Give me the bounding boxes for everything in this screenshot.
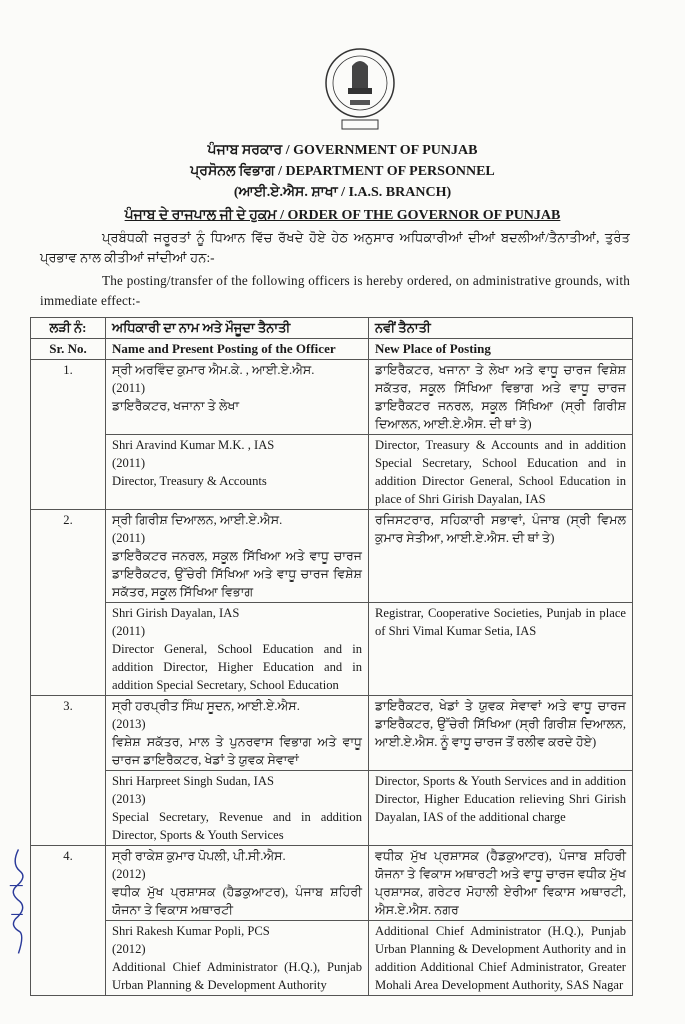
officer-name-en: Shri Girish Dayalan, IAS xyxy=(112,606,240,620)
table-row xyxy=(31,510,633,603)
present-posting-en: Director, Treasury & Accounts xyxy=(112,474,267,488)
new-posting-en: Registrar, Cooperative Societies, Punjab in place of Shri Vimal Kumar Setia, IAS xyxy=(369,603,633,696)
government-heading: ਪੰਜਾਬ ਸਰਕਾਰ / GOVERNMENT OF PUNJAB xyxy=(207,143,478,158)
new-posting-pa: ਡਾਇਰੈਕਟਰ, ਖੇਡਾਂ ਤੇ ਯੁਵਕ ਸੇਵਾਵਾਂ ਅਤੇ ਵਾਧੂ ਚਾਰਜ ਡਾਇਰੈਕਟਰ, ਉੱਚੇਰੀ ਸਿੱਖਿਆ (ਸ੍ਰੀ ਗਿਰੀਸ਼ ਦਿਆਲਨ, ਆਈ.ਏ.ਐਸ. ਨੂੰ ਵਾਧੂ ਚਾਰਜ ਤੋਂ ਰਲੀਵ ਕਰਦੇ ਹੋਏ) xyxy=(369,696,633,771)
officer-batch-en: (2011) xyxy=(112,624,146,638)
officer-batch-pa: (2011) xyxy=(112,531,146,545)
intro-punjabi: ਪ੍ਰਬੰਧਕੀ ਜਰੂਰਤਾਂ ਨੂੰ ਧਿਆਨ ਵਿੱਚ ਰੱਖਦੇ ਹੋਏ ਹੇਠ ਅਨੁਸਾਰ ਅਧਿਕਾਰੀਆਂ ਦੀਆਂ ਬਦਲੀਆਂ/ਤੈਨਾਤੀਆਂ, ਤੁਰੰਤ ਪ੍ਰਭਾਵ ਨਾਲ ਕੀਤੀਆਂ ਜਾਂਦੀਆਂ ਹਨ:- xyxy=(40,230,630,265)
officer-batch-pa: (2011) xyxy=(112,381,146,395)
table-row xyxy=(31,360,633,435)
new-posting-pa: ਰਜਿਸਟਰਾਰ, ਸਹਿਕਾਰੀ ਸਭਾਵਾਂ, ਪੰਜਾਬ (ਸ੍ਰੀ ਵਿਮਲ ਕੁਮਾਰ ਸੇਤੀਆ, ਆਈ.ਏ.ਐਸ. ਦੀ ਥਾਂ ਤੇ) xyxy=(369,510,633,603)
new-posting-en: Director, Treasury & Accounts and in addition Special Secretary, School Education and in addition Director General, School Education in place of Shri Girish Dayalan, IAS xyxy=(369,435,633,510)
table-row-english xyxy=(31,921,633,996)
sr-no: 4. xyxy=(31,846,106,996)
handwritten-signature xyxy=(4,820,30,980)
officer-name-en: Shri Harpreet Singh Sudan, IAS xyxy=(112,774,274,788)
officer-batch-en: (2012) xyxy=(112,942,146,956)
officer-batch-en: (2011) xyxy=(112,456,146,470)
present-posting-en: Special Secretary, Revenue and in addition Director, Sports & Youth Services xyxy=(112,810,362,842)
postings-table xyxy=(30,317,633,996)
branch-heading: (ਆਈ.ਏ.ਐਸ. ਸ਼ਾਖਾ / I.A.S. BRANCH) xyxy=(233,185,452,200)
new-posting-en: Additional Chief Administrator (H.Q.), Punjab Urban Planning & Development Authority and in addition Additional Chief Administrator, Greater Mohali Area Development Authority, SAS Nagar xyxy=(369,921,633,996)
officer-cell-english xyxy=(106,921,369,996)
header-row-punjabi xyxy=(31,318,633,339)
sr-no: 1. xyxy=(31,360,106,510)
sr-no: 3. xyxy=(31,696,106,846)
table-row xyxy=(31,696,633,771)
present-posting-pa: ਵਧੀਕ ਮੁੱਖ ਪ੍ਰਸ਼ਾਸਕ (ਹੈਡਕੁਆਟਰ), ਪੰਜਾਬ ਸ਼ਹਿਰੀ ਯੋਜਨਾ ਤੇ ਵਿਕਾਸ ਅਥਾਰਟੀ xyxy=(112,885,362,917)
table-row-english xyxy=(31,603,633,696)
officer-cell-english xyxy=(106,771,369,846)
header-sr-en: Sr. No. xyxy=(31,339,106,360)
header-new-posting-pa: ਨਵੀਂ ਤੈਨਾਤੀ xyxy=(369,318,633,339)
new-posting-pa: ਡਾਇਰੈਕਟਰ, ਖਜਾਨਾ ਤੇ ਲੇਖਾ ਅਤੇ ਵਾਧੂ ਚਾਰਜ ਵਿਸ਼ੇਸ਼ ਸਕੱਤਰ, ਸਕੂਲ ਸਿੱਖਿਆ ਵਿਭਾਗ ਅਤੇ ਵਾਧੂ ਚਾਰਜ ਡਾਇਰੈਕਟਰ ਜਨਰਲ, ਸਕੂਲ ਸਿੱਖਿਆ (ਸ੍ਰੀ ਗਿਰੀਸ਼ ਦਿਆਲਨ, ਆਈ.ਏ.ਐਸ. ਦੀ ਥਾਂ ਤੇ) xyxy=(369,360,633,435)
new-posting-en: Director, Sports & Youth Services and in addition Director, Higher Education relieving Shri Girish Dayalan, IAS of the additional charge xyxy=(369,771,633,846)
sr-no: 2. xyxy=(31,510,106,696)
table-row-english xyxy=(31,771,633,846)
present-posting-en: Additional Chief Administrator (H.Q.), Punjab Urban Planning & Development Authority xyxy=(112,960,362,992)
new-posting-pa: ਵਧੀਕ ਮੁੱਖ ਪ੍ਰਸ਼ਾਸਕ (ਹੈਡਕੁਆਟਰ), ਪੰਜਾਬ ਸ਼ਹਿਰੀ ਯੋਜਨਾ ਤੇ ਵਿਕਾਸ ਅਥਾਰਟੀ ਅਤੇ ਵਾਧੂ ਚਾਰਜ ਵਧੀਕ ਮੁੱਖ ਪ੍ਰਸ਼ਾਸਕ, ਗਰੇਟਰ ਮੋਹਾਲੀ ਏਰੀਆ ਵਿਕਾਸ ਅਥਾਰਟੀ, ਐਸ.ਏ.ਐਸ. ਨਗਰ xyxy=(369,846,633,921)
officer-name-en: Shri Aravind Kumar M.K. , IAS xyxy=(112,438,275,452)
present-posting-pa: ਡਾਇਰੈਕਟਰ, ਖਜਾਨਾ ਤੇ ਲੇਖਾ xyxy=(112,399,240,413)
officer-name-pa: ਸ੍ਰੀ ਅਰਵਿੰਦ ਕੁਮਾਰ ਐਮ.ਕੇ. , ਆਈ.ਏ.ਐਸ. xyxy=(112,363,315,377)
present-posting-pa: ਵਿਸ਼ੇਸ਼ ਸਕੱਤਰ, ਮਾਲ ਤੇ ਪੁਨਰਵਾਸ ਵਿਭਾਗ ਅਤੇ ਵਾਧੂ ਚਾਰਜ ਡਾਇਰੈਕਟਰ, ਖੇਡਾਂ ਤੇ ਯੁਵਕ ਸੇਵਾਵਾਂ xyxy=(112,735,362,767)
officer-name-en: Shri Rakesh Kumar Popli, PCS xyxy=(112,924,270,938)
officer-cell-punjabi xyxy=(106,360,369,435)
intro-english: The posting/transfer of the following officers is hereby ordered, on administrative grounds, with immediate effect:- xyxy=(40,273,630,308)
officer-cell-punjabi xyxy=(106,846,369,921)
header-officer-pa: ਅਧਿਕਾਰੀ ਦਾ ਨਾਮ ਅਤੇ ਮੌਜੂਦਾ ਤੈਨਾਤੀ xyxy=(106,318,369,339)
table-row xyxy=(31,846,633,921)
header-officer-en: Name and Present Posting of the Officer xyxy=(106,339,369,360)
header-sr-pa: ਲੜੀ ਨੰ: xyxy=(31,318,106,339)
table-row-english xyxy=(31,435,633,510)
present-posting-pa: ਡਾਇਰੈਕਟਰ ਜਨਰਲ, ਸਕੂਲ ਸਿੱਖਿਆ ਅਤੇ ਵਾਧੂ ਚਾਰਜ ਡਾਇਰੈਕਟਰ, ਉੱਚੇਰੀ ਸਿੱਖਿਆ ਅਤੇ ਵਾਧੂ ਚਾਰਜ ਵਿਸ਼ੇਸ਼ ਸਕੱਤਰ, ਸਕੂਲ ਸਿੱਖਿਆ ਵਿਭਾਗ xyxy=(112,549,362,599)
officer-batch-pa: (2013) xyxy=(112,717,146,731)
officer-name-pa: ਸ੍ਰੀ ਹਰਪ੍ਰੀਤ ਸਿੰਘ ਸੂਦਨ, ਆਈ.ਏ.ਐਸ. xyxy=(112,699,300,713)
officer-name-pa: ਸ੍ਰੀ ਗਿਰੀਸ਼ ਦਿਆਲਨ, ਆਈ.ਏ.ਐਸ. xyxy=(112,513,283,527)
header-row-english xyxy=(31,339,633,360)
officer-batch-en: (2013) xyxy=(112,792,146,806)
department-heading: ਪ੍ਰਸੋਨਲ ਵਿਭਾਗ / DEPARTMENT OF PERSONNEL xyxy=(190,164,495,179)
officer-cell-english xyxy=(106,603,369,696)
officer-cell-punjabi xyxy=(106,510,369,603)
officer-cell-english xyxy=(106,435,369,510)
officer-name-pa: ਸ੍ਰੀ ਰਾਕੇਸ਼ ਕੁਮਾਰ ਪੋਪਲੀ, ਪੀ.ਸੀ.ਐਸ. xyxy=(112,849,286,863)
header-new-posting-en: New Place of Posting xyxy=(369,339,633,360)
officer-cell-punjabi xyxy=(106,696,369,771)
order-title: ਪੰਜਾਬ ਦੇ ਰਾਜਪਾਲ ਜੀ ਦੇ ਹੁਕਮ / ORDER OF THE GOVERNOR OF PUNJAB xyxy=(124,208,561,223)
officer-batch-pa: (2012) xyxy=(112,867,146,881)
present-posting-en: Director General, School Education and in addition Director, Higher Education and in addition Special Secretary, School Education xyxy=(112,642,362,692)
